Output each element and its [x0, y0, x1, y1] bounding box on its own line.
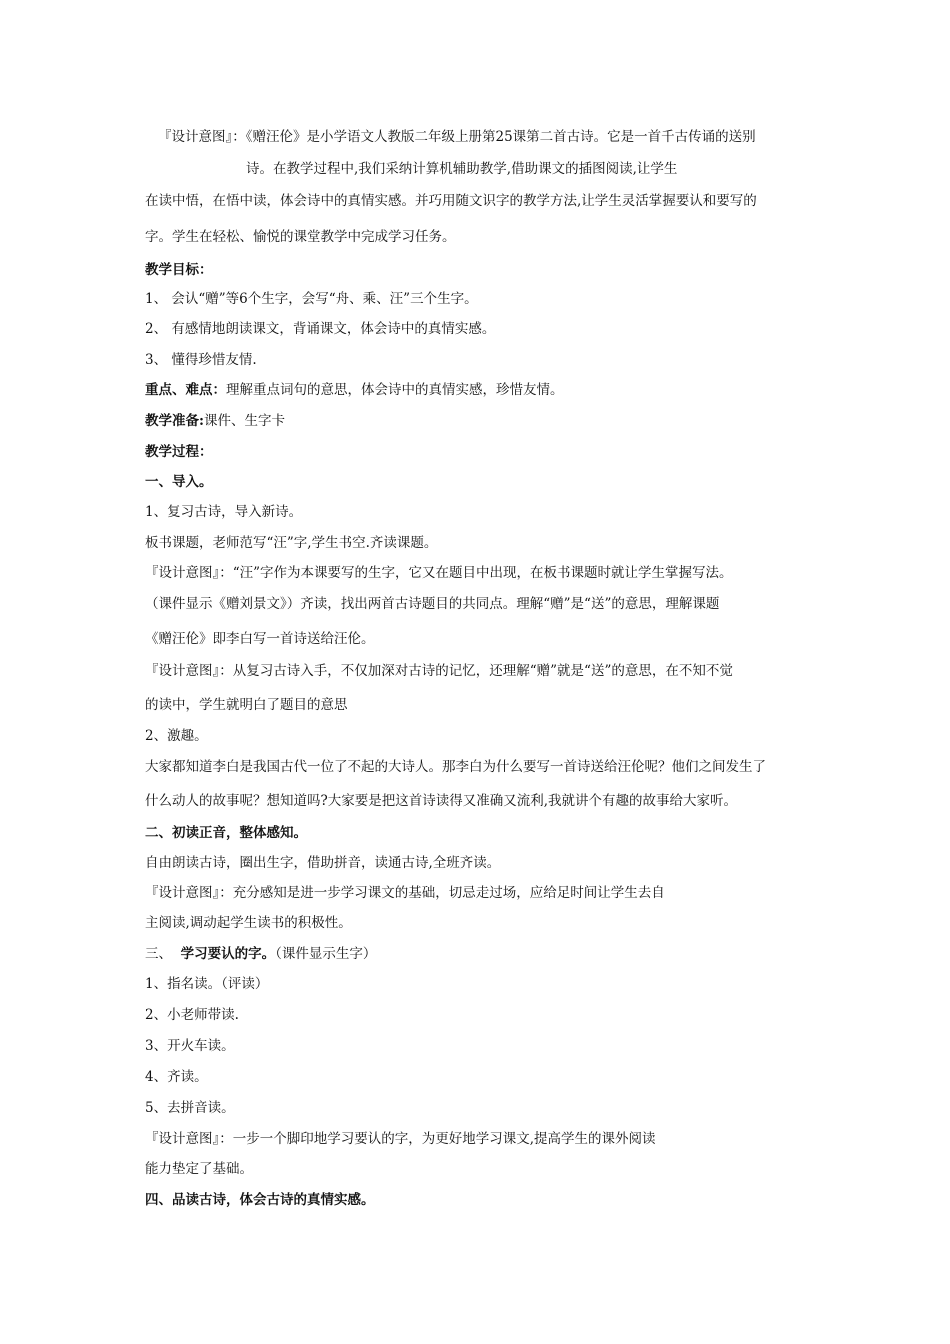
- section-1-line-1: 1、复习古诗，导入新诗。: [145, 504, 303, 520]
- goal-item-1: 1、 会认“赠”等6个生字，会写“舟、乘、汪”三个生字。: [145, 291, 478, 307]
- section-2-heading: 二、初读正音，整体感知。: [145, 825, 307, 841]
- section-1-line-10: 什么动人的故事呢？想知道吗?大家要是把这首诗读得又准确又流利,我就讲个有趣的故事给大家听。: [145, 793, 738, 809]
- section-1-line-6: 『设计意图』：从复习古诗入手，不仅加深对古诗的记忆，还理解“赠”就是“送”的意思，在不知不觉: [145, 663, 733, 679]
- section-3-line-6: 『设计意图』：一步一个脚印地学习要认的字，为更好地学习课文,提高学生的课外阅读: [145, 1131, 656, 1147]
- section-1-heading: 一、导入。: [145, 474, 213, 490]
- section-3-number: 三、: [145, 946, 181, 962]
- section-1-line-5: 《赠汪伦》即李白写一首诗送给汪伦。: [145, 631, 375, 647]
- section-2-line-2: 『设计意图』：充分感知是进一步学习课文的基础，切忌走过场，应给足时间让学生去自: [145, 885, 665, 901]
- section-1-line-7: 的读中，学生就明白了题目的意思: [145, 697, 348, 713]
- section-1-line-2: 板书课题，老师范写“汪”字,学生书空.齐读课题。: [145, 535, 438, 551]
- goals-heading: 教学目标：: [145, 262, 213, 278]
- section-3-heading-line: [145, 945, 376, 963]
- preparation-text: 课件、生字卡: [203, 413, 285, 429]
- section-3-note: （课件显示生字）: [275, 946, 377, 962]
- intro-line-4: 字。学生在轻松、愉悦的课堂教学中完成学习任务。: [145, 229, 456, 245]
- section-1-line-3: 『设计意图』：“汪”字作为本课要写的生字，它又在题目中出现，在板书课题时就让学生掌握写法。: [145, 565, 733, 581]
- intro-line-2: 诗。在教学过程中,我们采纳计算机辅助教学,借助课文的插图阅读,让学生: [246, 161, 678, 177]
- section-2-line-3: 主阅读,调动起学生读书的积极性。: [145, 915, 352, 931]
- preparation-label: 教学准备:: [145, 413, 204, 429]
- section-3-heading: 学习要认的字。: [180, 946, 276, 962]
- process-heading: 教学过程：: [145, 444, 213, 460]
- section-3-line-7: 能力垫定了基础。: [145, 1161, 253, 1177]
- key-points-line: [145, 381, 564, 399]
- goal-item-2: 2、 有感情地朗读课文，背诵课文，体会诗中的真情实感。: [145, 321, 496, 337]
- section-3-line-3: 3、开火车读。: [145, 1038, 235, 1054]
- preparation-line: [145, 412, 285, 430]
- section-3-line-5: 5、去拼音读。: [145, 1100, 235, 1116]
- section-2-line-1: 自由朗读古诗，圈出生字，借助拼音，读通古诗,全班齐读。: [145, 855, 501, 871]
- section-3-line-4: 4、齐读。: [145, 1069, 208, 1085]
- section-1-line-9: 大家都知道李白是我国古代一位了不起的大诗人。那李白为什么要写一首诗送给汪伦呢？他们之间发生了: [145, 759, 766, 775]
- intro-line-3: 在读中悟，在悟中读，体会诗中的真情实感。并巧用随文识字的教学方法,让学生灵活掌握要认和要写的: [145, 193, 757, 209]
- key-points-label: 重点、难点：: [145, 382, 226, 398]
- section-1-line-4: （课件显示《赠刘景文》）齐读，找出两首古诗题目的共同点。理解“赠”是“送”的意思，理解课题: [145, 596, 720, 612]
- key-points-text: 理解重点词句的意思，体会诗中的真情实感，珍惜友情。: [226, 382, 564, 398]
- section-1-line-8: 2、激趣。: [145, 728, 208, 744]
- section-4-heading: 四、品读古诗，体会古诗的真情实感。: [145, 1192, 375, 1208]
- section-3-line-2: 2、小老师带读.: [145, 1007, 239, 1023]
- section-3-line-1: 1、指名读。（评读）: [145, 976, 269, 992]
- goal-item-3: 3、 懂得珍惜友情.: [145, 352, 257, 368]
- intro-line-1: 『设计意图』：《赠汪伦》是小学语文人教版二年级上册第25课第二首古诗。它是一首千古传诵的送别: [158, 129, 756, 145]
